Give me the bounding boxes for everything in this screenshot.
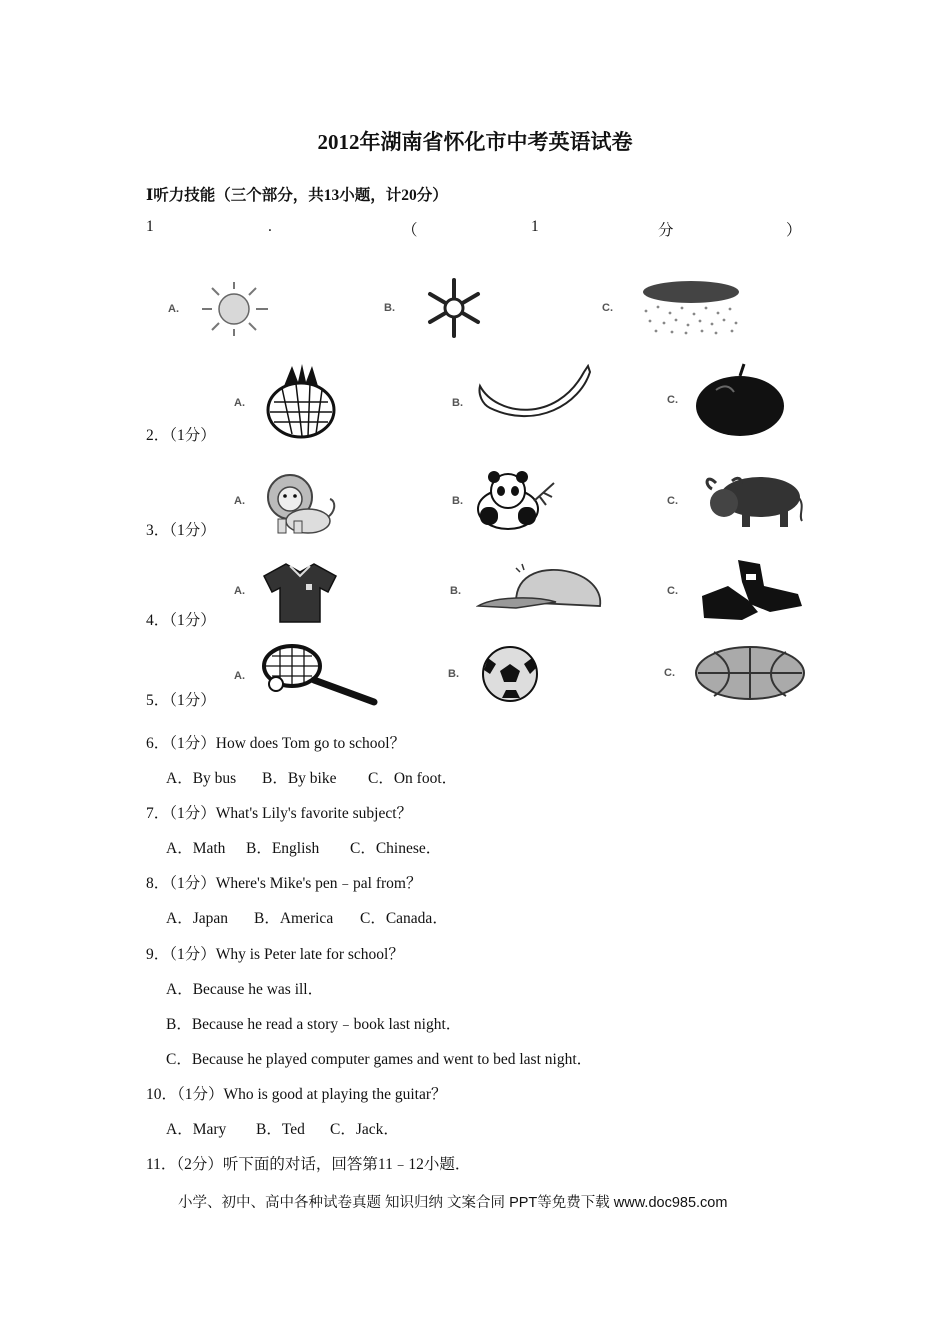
q2-option-c-label: C. bbox=[667, 394, 678, 406]
q1-fen: 分 bbox=[658, 222, 674, 239]
q1-number: 1 bbox=[146, 218, 154, 235]
question-11-stem: 11．（2分）听下面的对话，回答第11﹣12小题． bbox=[146, 1156, 471, 1173]
cow-icon bbox=[702, 471, 804, 531]
question-6-stem: 6．（1分）How does Tom go to school？ bbox=[146, 735, 406, 752]
q4-option-a-label: A. bbox=[234, 585, 245, 597]
question-7-stem: 7．（1分）What's Lily's favorite subject？ bbox=[146, 805, 413, 822]
q9-option-a: A．Because he was ill． bbox=[166, 981, 324, 998]
panda-icon bbox=[474, 471, 560, 531]
q5-option-a-label: A. bbox=[234, 670, 245, 682]
q10-option-c: C．Jack． bbox=[330, 1121, 399, 1138]
q7-option-b: B．English bbox=[246, 840, 320, 857]
shirt-icon bbox=[260, 562, 340, 624]
section-heading: Ⅰ听力技能（三个部分，共13小题，计20分） bbox=[146, 187, 448, 204]
cap-icon bbox=[476, 562, 606, 612]
question-5-label: 5．（1分） bbox=[146, 692, 216, 709]
question-10-stem: 10．（1分）Who is good at playing the guitar？ bbox=[146, 1086, 447, 1103]
q5-option-c-label: C. bbox=[664, 667, 675, 679]
question-4-label: 4．（1分） bbox=[146, 612, 216, 629]
q6-option-a: A．By bus bbox=[166, 770, 237, 787]
question-3-label: 3．（1分） bbox=[146, 522, 216, 539]
q1-right-paren: ） bbox=[786, 222, 802, 239]
rain-cloud-icon bbox=[636, 279, 744, 337]
q1-option-a-label: A. bbox=[168, 303, 179, 315]
q8-option-b: B．America bbox=[254, 910, 334, 927]
page-title: 2012年湖南省怀化市中考英语试卷 bbox=[317, 130, 633, 154]
question-8-stem: 8．（1分）Where's Mike's pen﹣pal from？ bbox=[146, 875, 422, 892]
q10-option-a: A．Mary bbox=[166, 1121, 227, 1138]
q2-option-b-label: B. bbox=[452, 397, 463, 409]
apple-icon bbox=[694, 362, 788, 438]
q2-option-a-label: A. bbox=[234, 397, 245, 409]
sun-icon bbox=[192, 278, 276, 340]
q8-option-a: A．Japan bbox=[166, 910, 228, 927]
q5-option-b-label: B. bbox=[448, 668, 459, 680]
q1-option-b-label: B. bbox=[384, 302, 395, 314]
banana-icon bbox=[476, 364, 592, 426]
basketball-icon bbox=[694, 644, 814, 702]
q1-option-c-label: C. bbox=[602, 302, 613, 314]
q8-option-c: C．Canada． bbox=[360, 910, 448, 927]
snowflake-icon bbox=[414, 276, 494, 340]
racket-icon bbox=[260, 644, 382, 708]
shoes-icon bbox=[698, 556, 806, 622]
question-9-stem: 9．（1分）Why is Peter late for school？ bbox=[146, 946, 404, 963]
q10-option-b: B．Ted bbox=[256, 1121, 305, 1138]
q3-option-b-label: B. bbox=[452, 495, 463, 507]
q1-dot: . bbox=[268, 218, 272, 235]
soccer-ball-icon bbox=[472, 644, 552, 702]
q7-option-a: A．Math bbox=[166, 840, 226, 857]
q9-option-c: C．Because he played computer games and went to bed last night． bbox=[166, 1051, 593, 1068]
q6-option-b: B．By bike bbox=[262, 770, 337, 787]
q3-option-c-label: C. bbox=[667, 495, 678, 507]
q7-option-c: C．Chinese． bbox=[350, 840, 442, 857]
q3-option-a-label: A. bbox=[234, 495, 245, 507]
q1-left-paren: （ bbox=[402, 222, 418, 239]
q6-option-c: C．On foot． bbox=[368, 770, 458, 787]
question-2-label: 2．（1分） bbox=[146, 427, 216, 444]
lion-icon bbox=[260, 471, 338, 535]
q4-option-c-label: C. bbox=[667, 585, 678, 597]
q9-option-b: B．Because he read a story﹣book last night． bbox=[166, 1016, 462, 1033]
pineapple-icon bbox=[262, 364, 340, 440]
page-footer: 小学、初中、高中各种试卷真题 知识归纳 文案合同 PPT等免费下载 www.doc985.com bbox=[178, 1195, 728, 1211]
q4-option-b-label: B. bbox=[450, 585, 461, 597]
q1-score: 1 bbox=[531, 218, 539, 235]
